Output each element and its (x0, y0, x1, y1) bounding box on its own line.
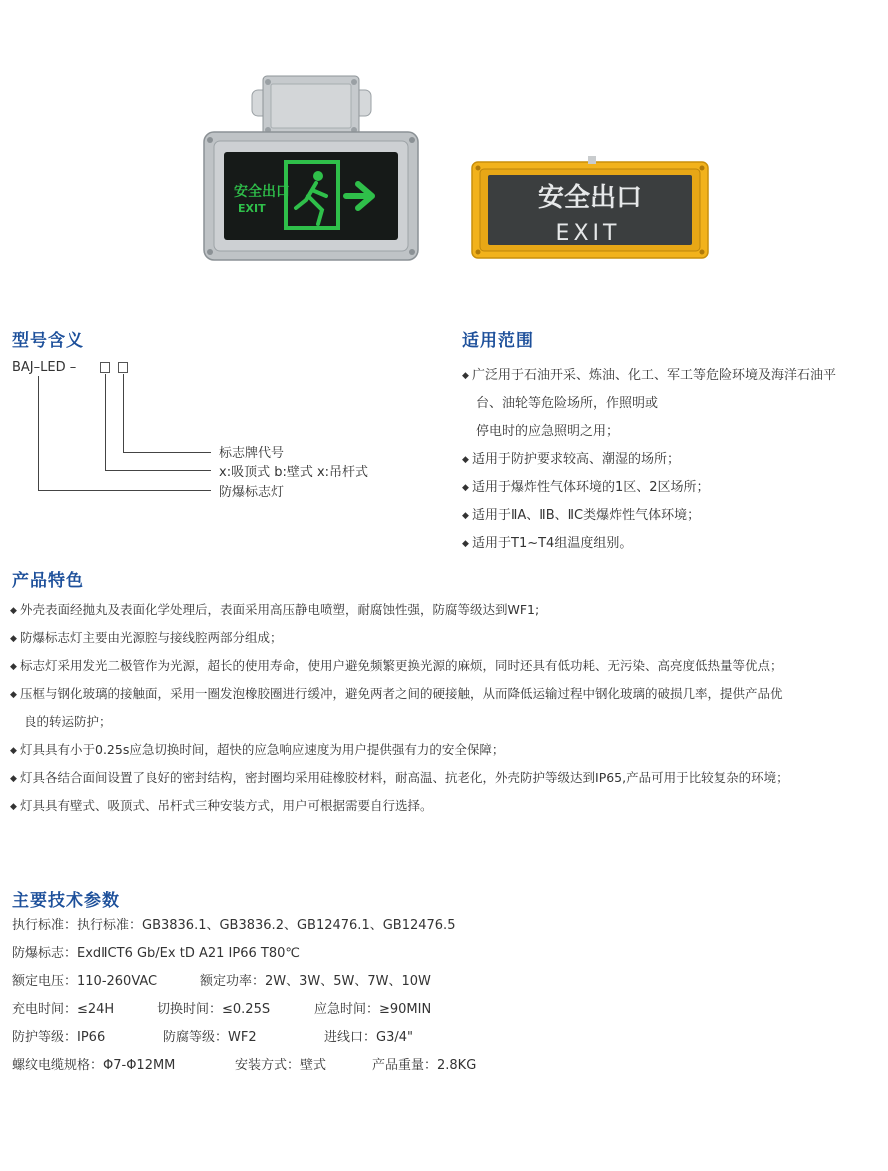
gray-exit-lamp (204, 76, 418, 260)
param-cell: 防腐等级：WF2 (163, 1030, 257, 1045)
bullet-diamond-icon: ◆ (10, 746, 17, 756)
params-table (12, 914, 872, 1082)
param-cell: 产品重量：2.8KG (372, 1058, 477, 1073)
list-item: ◆ 灯具具有小于0.25s应急切换时间，超快的应急响应速度为用户提供强有力的安全保障； (10, 742, 505, 757)
bullet-diamond-icon: ◆ (10, 690, 17, 700)
list-item: ◆ 标志灯采用发光二极管作为光源，超长的使用寿命，使用户避免频繁更换光源的麻烦，同时还具有低功耗、无污染、高亮度低热量等优点； (10, 658, 783, 673)
param-cell: 安装方式：壁式 (235, 1058, 327, 1073)
line-h-2 (105, 470, 211, 471)
bullet-diamond-icon: ◆ (462, 483, 469, 493)
bullet-diamond-icon: ◆ (462, 371, 469, 381)
left-sign-en: EXIT (238, 202, 266, 215)
list-item: ◆ 适用于T1~T4组温度组别。 (462, 536, 633, 551)
param-cell: 充电时间：≤24H (12, 1002, 115, 1017)
list-item: ◆ 广泛用于石油开采、炼油、化工、军工等危险环境及海洋石油平 (462, 368, 837, 383)
line-v-1 (123, 374, 124, 452)
list-item: ◆ 适用于爆炸性气体环境的1区、2区场所； (462, 480, 710, 495)
param-row (12, 998, 872, 1026)
param-cell: 执行标准：执行标准：GB3836.1、GB3836.2、GB12476.1、GB12476.5 (12, 918, 456, 933)
list-item: ◆ 适用于ⅡA、ⅡB、ⅡC类爆炸性气体环境； (462, 508, 701, 523)
model-label-3: 防爆标志灯 (219, 485, 285, 500)
list-item: ◆ 外壳表面经抛丸及表面化学处理后，表面采用高压静电喷塑，耐腐蚀性强，防腐等级达到WF1; (10, 602, 540, 617)
bullet-diamond-icon: ◆ (10, 802, 17, 812)
model-section-title: 型号含义 (12, 331, 84, 351)
params-section-title: 主要技术参数 (12, 891, 120, 911)
bullet-diamond-icon: ◆ (462, 511, 469, 521)
model-box-2 (118, 362, 128, 373)
param-cell: 防护等级：IP66 (12, 1030, 106, 1045)
bullet-diamond-icon: ◆ (10, 662, 17, 672)
bullet-diamond-icon: ◆ (10, 606, 17, 616)
list-item: ◆ 压框与钢化玻璃的接触面，采用一圈发泡橡胶圈进行缓冲，避免两者之间的硬接触，从而降低运输过程中钢化玻璃的破损几率，提供产品优 (10, 686, 783, 701)
param-cell: 切换时间：≤0.25S (157, 1002, 271, 1017)
left-sign-cn: 安全出口 (234, 184, 290, 200)
param-row (12, 942, 872, 970)
right-sign-en: EXIT (555, 221, 621, 246)
model-box-1 (100, 362, 110, 373)
line-h-3 (38, 490, 211, 491)
param-row (12, 970, 872, 998)
model-label-2: x:吸顶式 b:壁式 x:吊杆式 (219, 465, 369, 480)
list-item: ◆ 适用于防护要求较高、潮湿的场所； (462, 452, 681, 467)
list-item: 良的转运防护； (24, 714, 112, 729)
scope-section-title: 适用范围 (462, 331, 534, 351)
param-cell: 进线口：G3/4" (324, 1030, 413, 1045)
line-v-2 (105, 374, 106, 470)
list-item: ◆ 灯具具有壁式、吸顶式、吊杆式三种安装方式，用户可根据需要自行选择。 (10, 798, 433, 813)
param-cell: 额定电压：110-260VAC (12, 974, 158, 989)
bullet-diamond-icon: ◆ (10, 634, 17, 644)
features-list (10, 600, 882, 824)
param-cell: 螺纹电缆规格：Φ7-Φ12MM (12, 1058, 176, 1073)
line-h-1 (123, 452, 211, 453)
list-item: ◆ 灯具各结合面间设置了良好的密封结构，密封圈均采用硅橡胶材料，耐高温、抗老化，外壳防护等级达到IP65,产品可用于比较复杂的环境； (10, 770, 789, 785)
bullet-diamond-icon: ◆ (10, 774, 17, 784)
product-images (0, 0, 888, 300)
line-v-3 (38, 376, 39, 490)
model-code: BAJ–LED – (12, 360, 77, 375)
list-item: 停电时的应急照明之用； (476, 424, 620, 439)
param-row (12, 914, 872, 942)
param-cell: 应急时间：≥90MIN (314, 1002, 432, 1017)
bullet-diamond-icon: ◆ (462, 539, 469, 549)
list-item: 台、油轮等危险场所，作照明或 (476, 396, 659, 411)
bullet-diamond-icon: ◆ (462, 455, 469, 465)
features-section-title: 产品特色 (12, 571, 84, 591)
param-cell: 防爆标志：ExdⅡCT6 Gb/Ex tD A21 IP66 T80℃ (12, 946, 300, 961)
model-diagram (12, 356, 432, 506)
scope-list (462, 364, 836, 560)
param-row (12, 1026, 872, 1054)
param-cell: 额定功率：2W、3W、5W、7W、10W (200, 974, 431, 989)
right-sign-cn: 安全出口 (537, 183, 643, 213)
product-photos (0, 0, 888, 300)
model-label-1: 标志牌代号 (219, 446, 285, 461)
list-item: ◆ 防爆标志灯主要由光源腔与接线腔两部分组成； (10, 630, 283, 645)
param-row (12, 1054, 872, 1082)
